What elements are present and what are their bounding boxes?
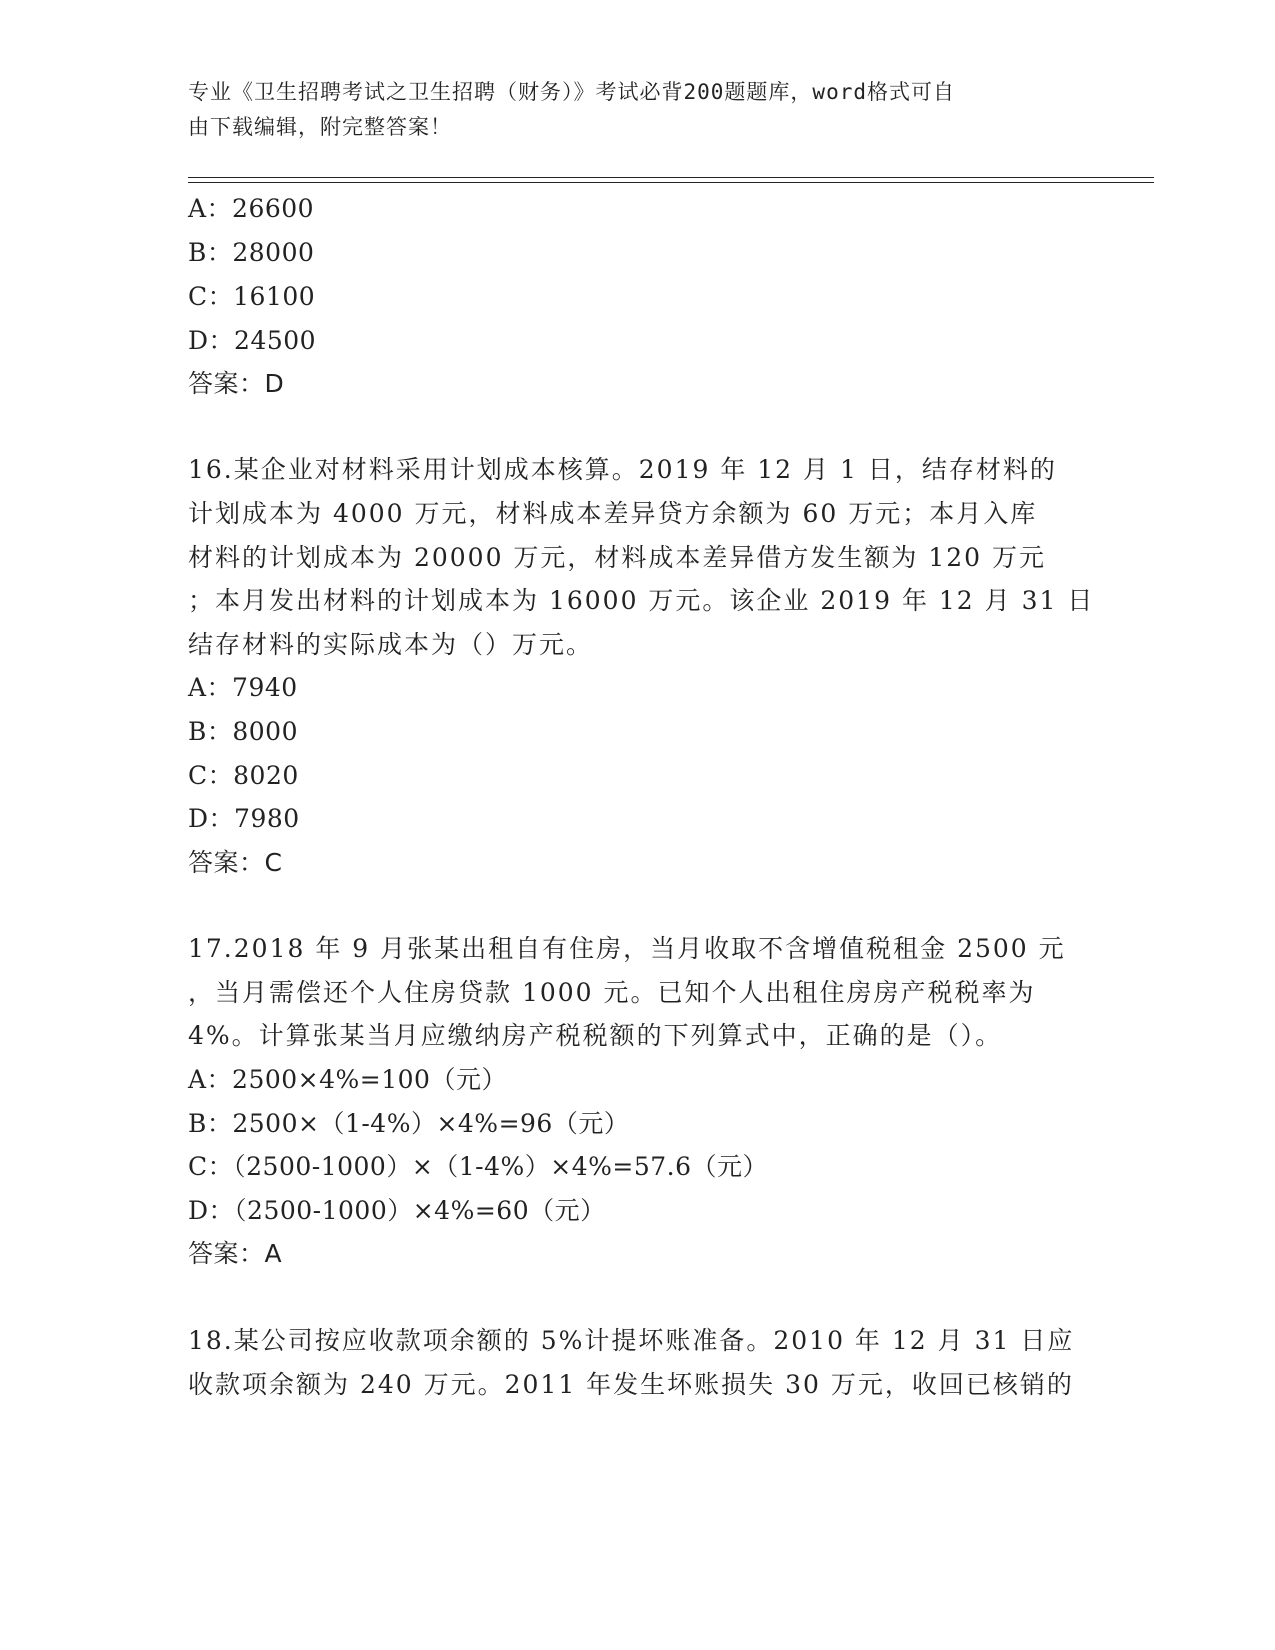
q16-answer: 答案：C: [188, 848, 283, 877]
q16-stem-line-2: 计划成本为 4000 万元，材料成本差异贷方余额为 60 万元；本月入库: [188, 499, 1038, 528]
q17-option-c: C：（2500-1000）×（1-4%）×4%=57.6（元）: [188, 1152, 769, 1181]
q15-option-a: A：26600: [188, 194, 315, 223]
q16-option-c: C：8020: [188, 761, 299, 790]
document-header: [188, 75, 1068, 145]
q16-option-b: B：8000: [188, 717, 298, 746]
q16-stem-line-1: 16.某企业对材料采用计划成本核算。2019 年 12 月 1 日，结存材料的: [188, 455, 1057, 484]
q18-stem-line-1: 18.某公司按应收款项余额的 5%计提坏账准备。2010 年 12 月 31 日应: [188, 1326, 1075, 1355]
q15-answer: 答案：D: [188, 369, 285, 398]
q16-option-a: A：7940: [188, 673, 298, 702]
q17-option-d: D：（2500-1000）×4%=60（元）: [188, 1196, 606, 1225]
q17-stem-line-3: 4%。计算张某当月应缴纳房产税税额的下列算式中，正确的是（）。: [188, 1021, 1003, 1050]
q16-stem-line-3: 材料的计划成本为 20000 万元，材料成本差异借方发生额为 120 万元: [188, 543, 1047, 572]
q17-stem-line-2: ，当月需偿还个人住房贷款 1000 元。已知个人出租住房房产税税率为: [188, 978, 1036, 1007]
q17-stem-line-1: 17.2018 年 9 月张某出租自有住房，当月收取不含增值税租金 2500 元: [188, 934, 1066, 963]
q18-stem-line-2: 收款项余额为 240 万元。2011 年发生坏账损失 30 万元，收回已核销的: [188, 1370, 1074, 1399]
q15-option-d: D：24500: [188, 326, 317, 355]
q15-option-b: B：28000: [188, 238, 315, 267]
q17-option-b: B：2500×（1-4%）×4%=96（元）: [188, 1109, 630, 1138]
q17-answer: 答案：A: [188, 1239, 283, 1268]
header-divider-top: [188, 177, 1154, 178]
header-line-1: 专业《卫生招聘考试之卫生招聘（财务）》考试必背200题题库，word格式可自: [188, 80, 955, 104]
q16-option-d: D：7980: [188, 804, 300, 833]
q16-stem-line-5: 结存材料的实际成本为（）万元。: [188, 630, 594, 659]
header-divider-bottom: [188, 182, 1154, 183]
q16-stem-line-4: ；本月发出材料的计划成本为 16000 万元。该企业 2019 年 12 月 31 日: [188, 586, 1095, 615]
q17-option-a: A：2500×4%=100（元）: [188, 1065, 507, 1094]
q15-option-c: C：16100: [188, 282, 316, 311]
header-line-2: 由下载编辑，附完整答案！: [188, 115, 452, 139]
